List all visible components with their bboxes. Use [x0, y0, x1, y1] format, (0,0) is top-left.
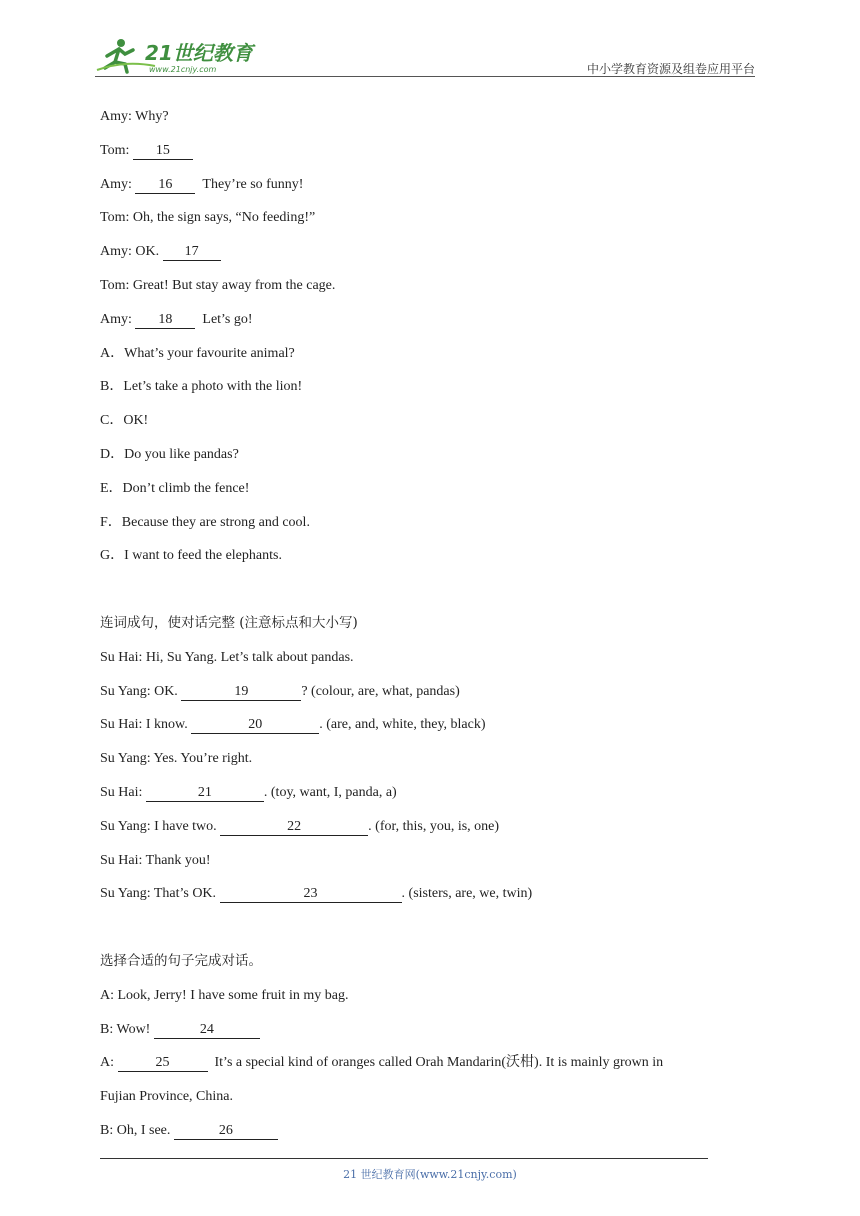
line-text: Amy:: [100, 311, 136, 327]
page-footer: 21 世纪教育网(www.21cnjy.com): [343, 1168, 517, 1181]
option-item: F．Because they are strong and cool.: [100, 514, 310, 530]
line-text-after-blank: . (for, this, you, is, one): [368, 818, 500, 834]
line-text: A: Look, Jerry! I have some fruit in my bag.: [100, 987, 349, 1003]
dialogue-line: [100, 844, 740, 878]
option-item: B．Let’s take a photo with the lion!: [100, 379, 303, 395]
line-text: B: Wow!: [100, 1021, 154, 1037]
line-text: Su Yang: OK.: [100, 683, 182, 699]
line-text: Su Hai: Thank you!: [100, 852, 211, 868]
dialogue-line: [100, 303, 740, 337]
dialogue-line: [100, 235, 740, 269]
dialogue-line: [100, 1080, 740, 1114]
line-text: Amy:: [100, 176, 136, 192]
line-text: Su Yang: Yes. You’re right.: [100, 751, 253, 767]
dialogue-line: [100, 1013, 740, 1047]
line-text: Su Hai: Hi, Su Yang. Let’s talk about pandas.: [100, 649, 354, 665]
header-divider: [95, 76, 755, 77]
line-text: Tom: Oh, the sign says, “No feeding!”: [100, 210, 316, 226]
line-text-after-blank: ? (colour, are, what, pandas): [301, 683, 460, 699]
dialogue-line: [100, 100, 740, 134]
line-text: A:: [100, 1055, 118, 1071]
dialogue-line: [100, 201, 740, 235]
line-text-after-blank: They’re so funny!: [202, 176, 304, 192]
answer-blank-16[interactable]: 16: [135, 178, 195, 194]
dialogue-line: [100, 708, 740, 742]
footer-divider: [100, 1158, 708, 1159]
platform-title: 中小学教育资源及组卷应用平台: [586, 62, 755, 76]
option-item: G．I want to feed the elephants.: [100, 548, 282, 564]
answer-blank-26[interactable]: 26: [174, 1124, 278, 1140]
line-text-after-blank: . (toy, want, I, panda, a): [263, 784, 397, 800]
answer-options: [100, 337, 740, 574]
option-item: A．What’s your favourite animal?: [100, 345, 295, 361]
line-text-after-blank: . (sisters, are, we, twin): [401, 886, 533, 902]
dialogue-line: [100, 776, 740, 810]
line-text: Su Yang: I have two.: [100, 818, 221, 834]
line-text: Amy: Why?: [100, 109, 169, 124]
line-text: Amy: OK.: [100, 244, 163, 260]
dialogue-line: [100, 979, 740, 1013]
section3-instruction: 选择合适的句子完成对话。: [100, 952, 262, 969]
answer-blank-20[interactable]: 20: [191, 718, 319, 734]
answer-blank-25[interactable]: 25: [118, 1056, 208, 1072]
document-body: [100, 100, 740, 1148]
line-text: Tom:: [100, 142, 133, 158]
answer-blank-23[interactable]: 23: [220, 887, 402, 903]
answer-blank-24[interactable]: 24: [154, 1023, 260, 1039]
line-text-after-blank: It’s a special kind of oranges called Orah Mandarin(沃柑). It is mainly grown in: [214, 1055, 664, 1071]
dialogue-line: [100, 810, 740, 844]
line-text: Su Yang: That’s OK.: [100, 886, 220, 902]
answer-blank-19[interactable]: 19: [181, 685, 301, 701]
dialogue-line: [100, 641, 740, 675]
dialogue-section-1: [100, 100, 740, 337]
answer-blank-21[interactable]: 21: [146, 786, 264, 802]
line-text: Fujian Province, China.: [100, 1089, 233, 1105]
dialogue-line: [100, 675, 740, 709]
answer-blank-15[interactable]: 15: [133, 144, 193, 160]
logo-url: www.21cnjy.com: [149, 65, 217, 74]
logo-text: 21世纪教育: [145, 41, 253, 65]
dialogue-line: [100, 877, 740, 911]
line-text: Tom: Great! But stay away from the cage.: [100, 277, 336, 293]
dialogue-line: [100, 134, 740, 168]
answer-blank-17[interactable]: 17: [163, 245, 221, 261]
answer-blank-22[interactable]: 22: [220, 820, 368, 836]
line-text: Su Hai:: [100, 784, 146, 800]
line-text-after-blank: Let’s go!: [202, 311, 253, 327]
dialogue-section-3: [100, 979, 740, 1148]
line-text: Su Hai: I know.: [100, 717, 192, 733]
option-item: E．Don’t climb the fence!: [100, 480, 250, 496]
line-text: B: Oh, I see.: [100, 1122, 174, 1138]
option-item: C．OK!: [100, 413, 149, 429]
answer-blank-18[interactable]: 18: [135, 313, 195, 329]
dialogue-line: [100, 168, 740, 202]
dialogue-line: [100, 742, 740, 776]
option-item: D．Do you like pandas?: [100, 446, 239, 462]
dialogue-line: [100, 1114, 740, 1148]
section2-instruction: 连词成句，使对话完整 (注意标点和大小写): [100, 614, 358, 631]
logo-21cnjy: [95, 36, 265, 76]
dialogue-line: [100, 1046, 740, 1080]
line-text-after-blank: . (are, and, white, they, black): [319, 717, 486, 733]
page-header: [95, 30, 755, 78]
dialogue-section-2: [100, 641, 740, 911]
dialogue-line: [100, 269, 740, 303]
